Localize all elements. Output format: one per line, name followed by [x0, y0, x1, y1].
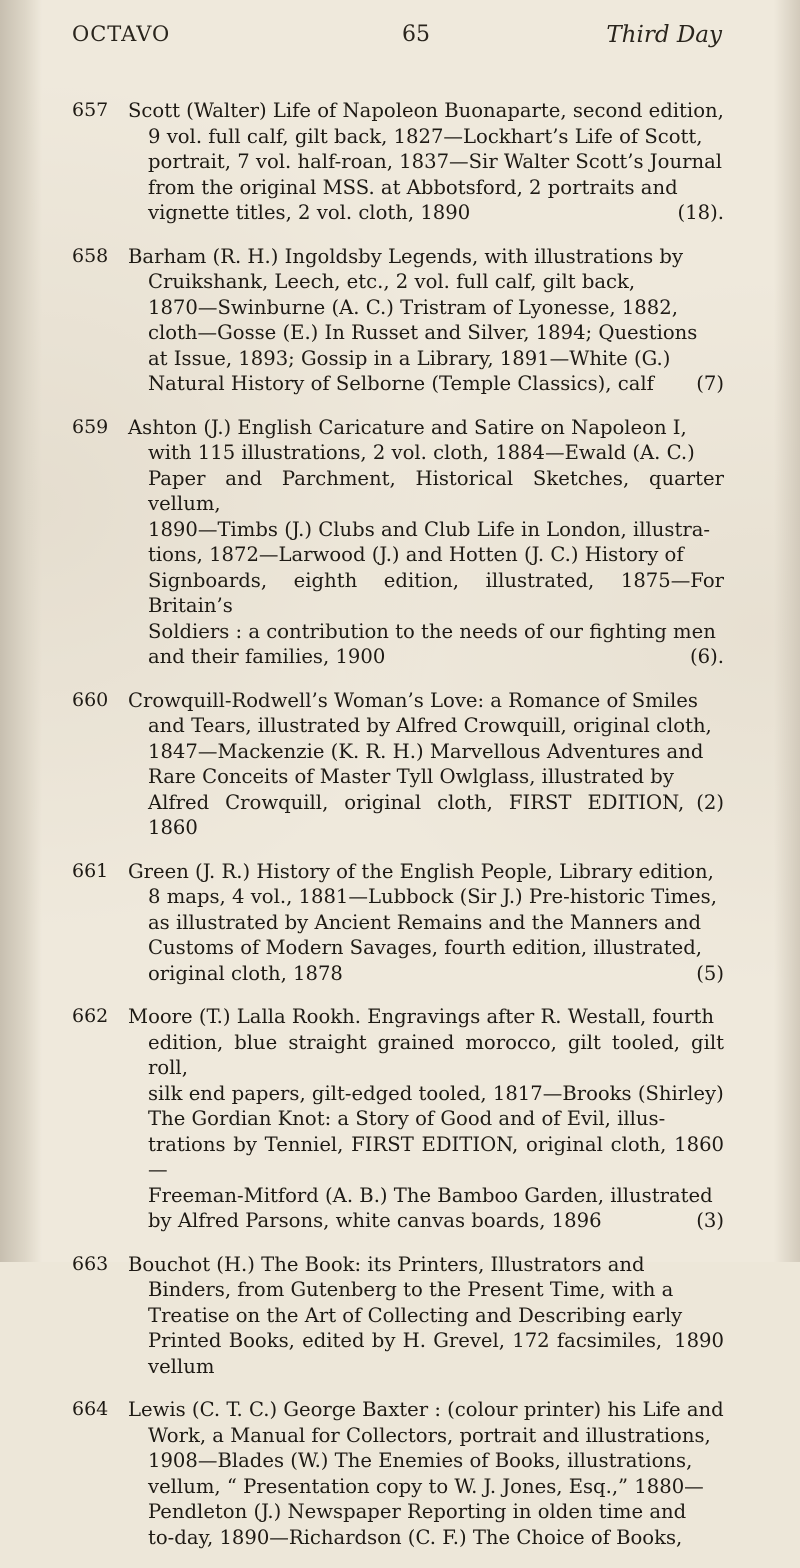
lot-quantity: (3): [696, 1209, 724, 1232]
lot-description-line: 8 maps, 4 vol., 1881—Lubbock (Sir J.) Pre-historic Times,: [148, 885, 717, 908]
lot-description-line: Signboards, eighth edition, illustrated, 1875—For Britain’s: [148, 568, 724, 617]
lot-description-line: Bouchot (H.) The Book: its Printers, Illustrators and: [128, 1252, 645, 1276]
lot-number: 663: [72, 1252, 109, 1275]
lot-entry: [72, 1397, 724, 1550]
lot-quantity: 1890: [674, 1329, 724, 1352]
lot-quantity: (6).: [690, 645, 724, 668]
lot-description-line: The Gordian Knot: a Story of Good and of Evil, illus-: [148, 1107, 666, 1130]
lot-description-line: Green (J. R.) History of the English People, Library edition,: [128, 859, 714, 883]
lot-number: 659: [72, 415, 109, 438]
lot-number: 657: [72, 99, 109, 121]
lot-description-line: silk end papers, gilt-edged tooled, 1817—Brooks (Shirley): [148, 1081, 724, 1105]
lot-list: [72, 98, 724, 1568]
lot-description-line: [128, 790, 724, 841]
lot-description-line-text: and their families, 1900: [148, 645, 386, 668]
lot-description-line: from the original MSS. at Abbotsford, 2 portraits and: [148, 175, 678, 199]
lot-description-line: Customs of Modern Savages, fourth edition, illustrated,: [148, 936, 703, 959]
lot-entry: [72, 1004, 724, 1234]
lot-description-line: [128, 371, 724, 397]
lot-entry: [72, 98, 724, 226]
lot-number: 661: [72, 859, 109, 882]
lot-description-line: cloth—Gosse (E.) In Russet and Silver, 1894; Questions: [148, 321, 698, 344]
lot-description-line-text: by Alfred Parsons, white canvas boards, 1896: [148, 1209, 602, 1232]
lot-description-line: portrait, 7 vol. half-roan, 1837—Sir Walter Scott’s Journal: [148, 150, 723, 173]
lot-description-line: Moore (T.) Lalla Rookh. Engravings after R. Westall, fourth: [128, 1005, 714, 1028]
lot-description-line: Ashton (J.) English Caricature and Satire on Napoleon I,: [128, 415, 687, 439]
lot-description-line: and Tears, illustrated by Alfred Crowquill, original cloth,: [148, 714, 712, 737]
lot-description: [128, 415, 724, 670]
lot-description-line-text: Alfred Crowquill, original cloth, FIRST EDITION, 1860: [148, 790, 685, 839]
lot-description-line: tions, 1872—Larwood (J.) and Hotten (J. C.) History of: [148, 543, 684, 566]
lot-description-line: 9 vol. full calf, gilt back, 1827—Lockhart’s Life of Scott,: [148, 124, 703, 148]
lot-description-line: 1847—Mackenzie (K. R. H.) Marvellous Adventures and: [148, 739, 704, 763]
lot-quantity: (18).: [677, 201, 724, 224]
lot-description-line: Scott (Walter) Life of Napoleon Buonaparte, second edition,: [128, 99, 724, 122]
lot-description-line: Binders, from Gutenberg to the Present Time, with a: [148, 1278, 674, 1301]
lot-description: [128, 244, 724, 397]
lot-description-line: trations by Tenniel, FIRST EDITION, original cloth, 1860—: [148, 1132, 724, 1181]
lot-description-line: Lewis (C. T. C.) George Baxter : (colour printer) his Life and: [128, 1398, 724, 1421]
lot-description-line: Pendleton (J.) Newspaper Reporting in olden time and: [148, 1500, 687, 1523]
lot-quantity: (7): [696, 372, 724, 395]
lot-description-line: Soldiers : a contribution to the needs of our fighting men: [148, 619, 716, 643]
lot-number: 660: [72, 688, 109, 711]
lot-description-line: Cruikshank, Leech, etc., 2 vol. full calf, gilt back,: [148, 270, 636, 293]
lot-description: [128, 98, 724, 226]
lot-number: 658: [72, 244, 109, 267]
lot-description: [128, 688, 724, 841]
lot-quantity: (5): [696, 961, 724, 985]
lot-description-line: as illustrated by Ancient Remains and the Manners and: [148, 910, 702, 934]
lot-description-line: [128, 961, 724, 987]
lot-description-line: Work, a Manual for Collectors, portrait and illustrations,: [148, 1423, 711, 1447]
header-sale-day: Third Day: [606, 22, 722, 48]
lot-description-line-text: vignette titles, 2 vol. cloth, 1890: [148, 201, 471, 224]
lot-description-line: Paper and Parchment, Historical Sketches, quarter vellum,: [148, 466, 724, 515]
lot-description-line: [128, 1208, 724, 1234]
lot-description-line: [128, 200, 724, 226]
lot-description-line: Freeman-Mitford (A. B.) The Bamboo Garden, illustrated: [148, 1183, 713, 1207]
lot-description-line-text: original cloth, 1878: [148, 961, 343, 985]
page-gutter-shadow: [0, 0, 42, 1262]
lot-quantity: (2): [696, 790, 724, 814]
lot-description: [128, 859, 724, 987]
lot-description-line: [128, 1328, 724, 1379]
lot-description-line: with 115 illustrations, 2 vol. cloth, 1884—Ewald (A. C.): [148, 441, 695, 464]
lot-description-line: Treatise on the Art of Collecting and Describing early: [148, 1303, 683, 1327]
lot-description: [128, 1397, 724, 1550]
lot-description-line: 1908—Blades (W.) The Enemies of Books, illustrations,: [148, 1449, 693, 1472]
lot-description: [128, 1004, 724, 1234]
running-header: [72, 22, 722, 52]
lot-entry: [72, 859, 724, 987]
lot-description-line: Barham (R. H.) Ingoldsby Legends, with illustrations by: [128, 244, 684, 268]
lot-entry: [72, 1252, 724, 1380]
page-number: 65: [402, 22, 430, 47]
lot-description-line-text: Printed Books, edited by H. Grevel, 172 facsimiles, vellum: [148, 1329, 663, 1378]
lot-number: 664: [72, 1398, 109, 1420]
lot-entry: [72, 415, 724, 670]
lot-description-line: vellum, “ Presentation copy to W. J. Jones, Esq.,” 1880—: [148, 1474, 704, 1498]
lot-description-line: Rare Conceits of Master Tyll Owlglass, illustrated by: [148, 765, 674, 788]
header-format: OCTAVO: [72, 22, 171, 46]
lot-number: 662: [72, 1005, 109, 1027]
lot-description-line: 1870—Swinburne (A. C.) Tristram of Lyonesse, 1882,: [148, 295, 678, 319]
lot-description-line: [128, 644, 724, 670]
lot-description: [128, 1252, 724, 1380]
page-edge-shadow: [774, 0, 800, 1262]
lot-description-line: edition, blue straight grained morocco, gilt tooled, gilt roll,: [148, 1030, 724, 1079]
lot-description-line-text: Natural History of Selborne (Temple Classics), calf: [148, 372, 654, 395]
lot-description-line: to-day, 1890—Richardson (C. F.) The Choice of Books,: [148, 1525, 683, 1549]
lot-description-line: at Issue, 1893; Gossip in a Library, 1891—White (G.): [148, 346, 671, 370]
lot-description-line: 1890—Timbs (J.) Clubs and Club Life in London, illustra-: [148, 517, 711, 541]
lot-entry: [72, 244, 724, 397]
lot-description-line: Crowquill-Rodwell’s Woman’s Love: a Romance of Smiles: [128, 688, 698, 712]
lot-entry: [72, 688, 724, 841]
